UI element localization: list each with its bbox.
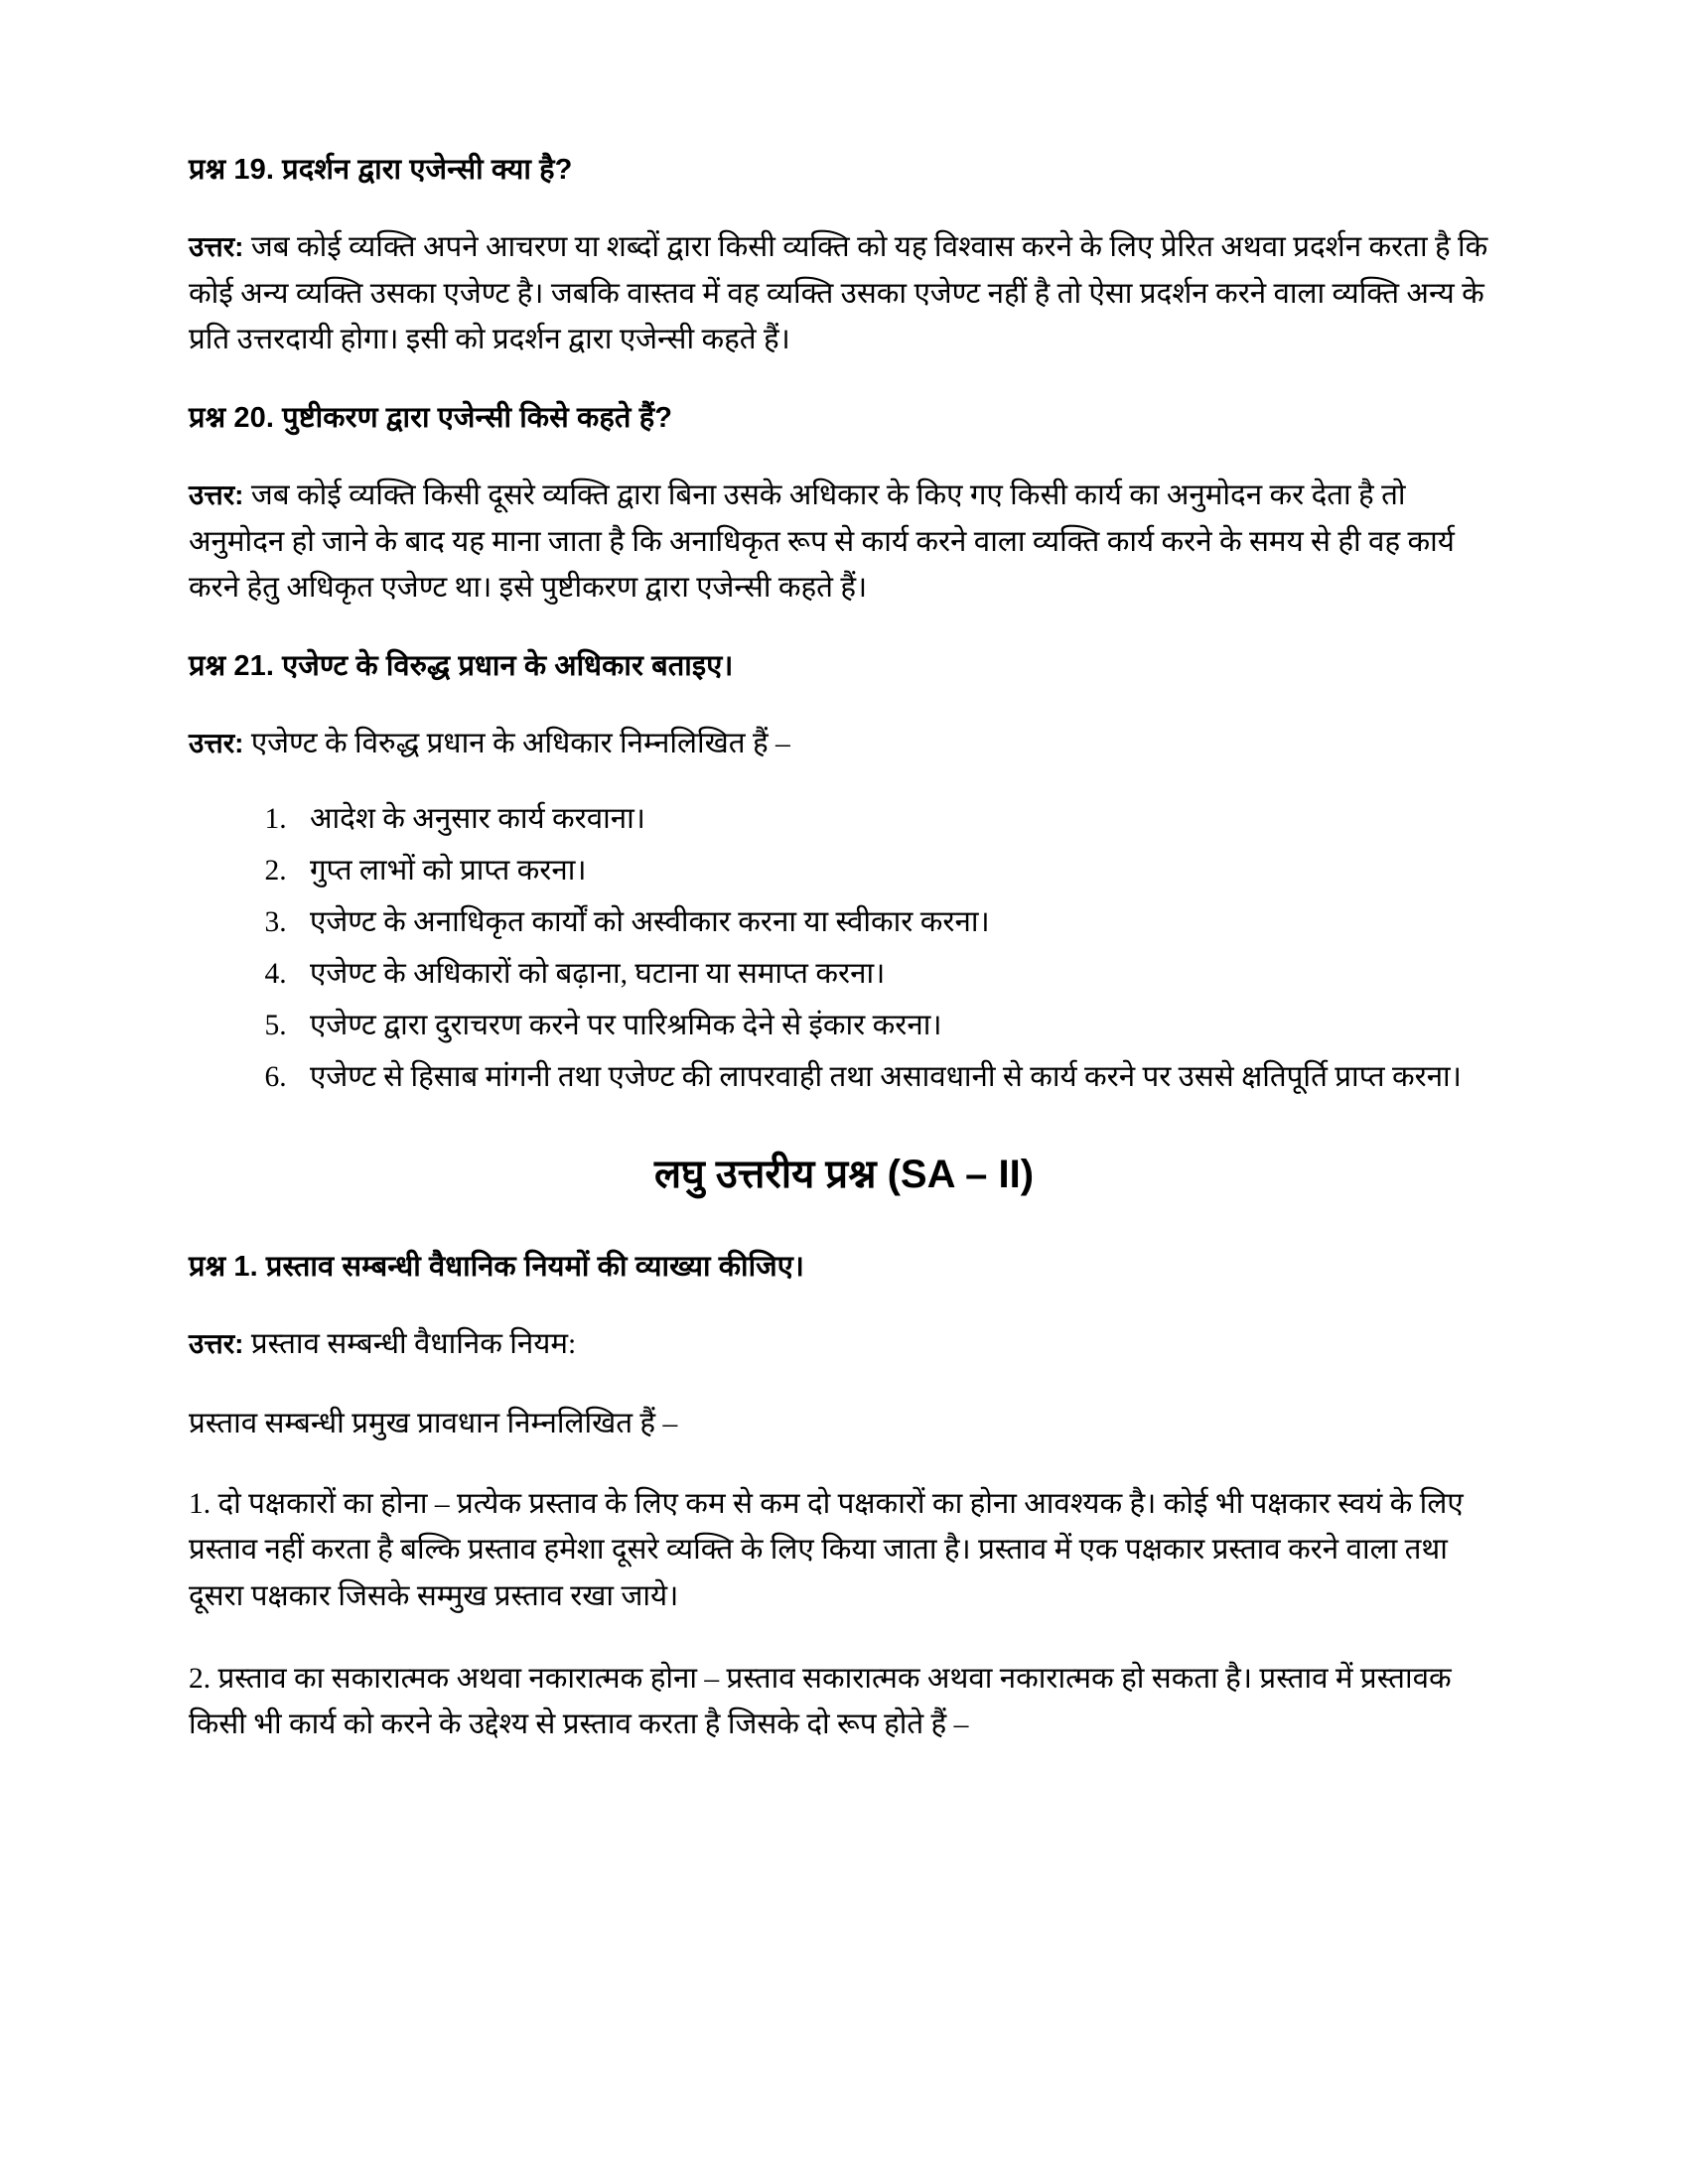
list-item: 3. एजेण्ट के अनाधिकृत कार्यों को अस्वीकार करना या स्वीकार करना।: [294, 899, 1499, 945]
list-item: 1. आदेश के अनुसार कार्य करवाना।: [294, 796, 1499, 842]
question-heading-sa2-1: प्रश्न 1. प्रस्ताव सम्बन्धी वैधानिक नियमों की व्याख्या कीजिए।: [189, 1250, 804, 1283]
answer-text-19: जब कोई व्यक्ति अपने आचरण या शब्दों द्वारा किसी व्यक्ति को यह विश्वास करने के लिए प्रेरित अथवा प्रदर्शन करता है कि कोई अन्य व्यक्ति उसका एजेण्ट है। जबकि वास्तव में वह व्यक्ति उसका एजेण्ट नहीं है तो ऐसा प्रदर्शन करने वाला व्यक्ति अन्य के प्रति उत्तरदायी होगा। इसी को प्रदर्शन द्वारा एजेन्सी कहते हैं।: [189, 231, 1488, 356]
list-item: 4. एजेण्ट के अधिकारों को बढ़ाना, घटाना या समाप्त करना।: [294, 951, 1499, 997]
list-item: 2. गुप्त लाभों को प्राप्त करना।: [294, 848, 1499, 893]
intro-paragraph: प्रस्ताव सम्बन्धी प्रमुख प्रावधान निम्नलिखित हैं –: [189, 1408, 678, 1440]
list-item: 6. एजेण्ट से हिसाब मांगनी तथा एजेण्ट की लापरवाही तथा असावधानी से कार्य करने पर उससे क्षतिपूर्ति प्राप्त करना।: [294, 1054, 1499, 1100]
section-title: लघु उत्तरीय प्रश्न (SA – II): [653, 1152, 1035, 1196]
answer-label: उत्तर:: [189, 1327, 244, 1359]
answer-paragraph-sa2-1: [189, 1321, 1499, 1368]
question-heading-19: प्रश्न 19. प्रदर्शन द्वारा एजेन्सी क्या है?: [189, 154, 573, 186]
answer-label: उत्तर:: [189, 231, 244, 263]
rights-list: [189, 796, 1499, 1100]
answer-paragraph-19: [189, 224, 1499, 363]
answer-label: उत्तर:: [189, 478, 244, 510]
answer-label: उत्तर:: [189, 727, 244, 758]
answer-text-sa2-1: प्रस्ताव सम्बन्धी वैधानिक नियम:: [243, 1327, 577, 1360]
answer-text-21: एजेण्ट के विरुद्ध प्रधान के अधिकार निम्नलिखित हैं –: [243, 727, 790, 759]
question-heading-20: प्रश्न 20. पुष्टीकरण द्वारा एजेन्सी किसे कहते हैं?: [189, 401, 673, 434]
answer-text-20: जब कोई व्यक्ति किसी दूसरे व्यक्ति द्वारा बिना उसके अधिकार के किए गए किसी कार्य का अनुमोदन कर देता है तो अनुमोदन हो जाने के बाद यह माना जाता है कि अनाधिकृत रूप से कार्य करने वाला व्यक्ति कार्य करने के समय से ही वह कार्य करने हेतु अधिकृत एजेण्ट था। इसे पुष्टीकरण द्वारा एजेन्सी कहते हैं।: [189, 478, 1455, 605]
list-item: 5. एजेण्ट द्वारा दुराचरण करने पर पारिश्रमिक देने से इंकार करना।: [294, 1003, 1499, 1048]
answer-paragraph-20: [189, 473, 1499, 612]
point-paragraph-1: 1. दो पक्षकारों का होना – प्रत्येक प्रस्ताव के लिए कम से कम दो पक्षकारों का होना आवश्यक है। कोई भी पक्षकार स्वयं के लिए प्रस्ताव नहीं करता है बल्कि प्रस्ताव हमेशा दूसरे व्यक्ति के लिए किया जाता है। प्रस्ताव में एक पक्षकार प्रस्ताव करने वाला तथा दूसरा पक्षकार जिसके सम्मुख प्रस्ताव रखा जाये।: [189, 1487, 1464, 1612]
point-paragraph-2: 2. प्रस्ताव का सकारात्मक अथवा नकारात्मक होना – प्रस्ताव सकारात्मक अथवा नकारात्मक हो सकता है। प्रस्ताव में प्रस्तावक किसी भी कार्य को करने के उद्देश्य से प्रस्ताव करता है जिसके दो रूप होते हैं –: [189, 1662, 1452, 1741]
question-heading-21: प्रश्न 21. एजेण्ट के विरुद्ध प्रधान के अधिकार बताइए।: [189, 649, 734, 682]
answer-paragraph-21: [189, 721, 1499, 767]
document-content: [189, 149, 1499, 1748]
